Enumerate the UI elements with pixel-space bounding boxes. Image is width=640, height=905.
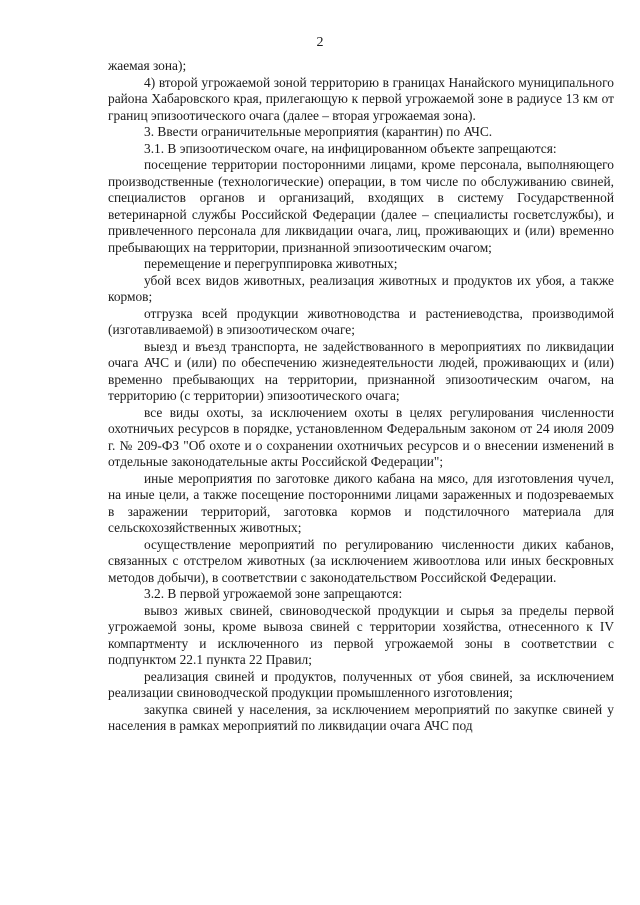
paragraph: убой всех видов животных, реализация животных и продуктов их убоя, а также кормов; [108, 272, 614, 304]
paragraph: все виды охоты, за исключением охоты в целях регулирования численности охотничьих ресурсов в порядке, установленном Федеральным законом от 24 июля 2009 г. № 209-ФЗ "Об охоте и о сохранении охотничьих ресурсов и о внесении изменений в отдельные законодательные акты Российской Федерации"; [108, 404, 614, 469]
page-number: 2 [316, 35, 324, 50]
paragraph: отгрузка всей продукции животноводства и растениеводства, производимой (изготавливаемой) в эпизоотическом очаге; [108, 305, 614, 337]
paragraph: 3.2. В первой угрожаемой зоне запрещаются: [144, 586, 403, 601]
paragraph: жаемая зона); [108, 58, 187, 73]
paragraph: перемещение и перегруппировка животных; [144, 256, 398, 271]
paragraph: 3.1. В эпизоотическом очаге, на инфицированном объекте запрещаются: [144, 140, 557, 156]
paragraph: иные мероприятия по заготовке дикого кабана на мясо, для изготовления чучел, на иные цели, а также посещение посторонними лицами зараженных и подозреваемых в заражении территорий, заготовка кормов и подстилочного материала для сельскохозяйственных животных; [108, 470, 614, 535]
paragraph: выезд и въезд транспорта, не задействованного в мероприятиях по ликвидации очага АЧС и (или) по обеспечению жизнедеятельности людей, проживающих и (или) временно пребывающих на территории, признанной эпизоотическим очагом, на территорию (с территории) эпизоотического очага; [108, 338, 614, 403]
paragraph: вывоз живых свиней, свиноводческой продукции и сырья за пределы первой угрожаемой зоны, кроме вывоза свиней с территории хозяйства, отнесенного к IV компартменту и исключенного из первой угрожаемой зоны в соответствии с подпунктом 22.1 пункта 22 Правил; [108, 602, 614, 667]
paragraph: 4) второй угрожаемой зоной территорию в границах Нанайского муниципального района Хабаровского края, прилегающую к первой угрожаемой зоне в радиусе 13 км от границ эпизоотического очага (далее – вторая угрожаемая зона). [108, 74, 614, 123]
paragraph: реализация свиней и продуктов, полученных от убоя свиней, за исключением реализации свиноводческой продукции промышленного изготовления; [108, 668, 614, 700]
document-body [108, 58, 614, 735]
paragraph: закупка свиней у населения, за исключением мероприятий по закупке свиней у населения в рамках мероприятий по ликвидации очага АЧС под [108, 701, 614, 733]
paragraph: 3. Ввести ограничительные мероприятия (карантин) по АЧС. [144, 124, 493, 139]
paragraph: осуществление мероприятий по регулированию численности диких кабанов, связанных с отстрелом животных (за исключением живоотлова или иных бескровных методов добычи), в соответствии с законодательством Российской Федерации. [108, 536, 614, 585]
paragraph: посещение территории посторонними лицами, кроме персонала, выполняющего производственные (технологические) операции, в том числе по обслуживанию свиней, специалистов органов и организаций, входящих в систему Государственной ветеринарной службы Российской Федерации (далее – специалисты госветслужбы), и привлеченного персонала для ликвидации очага, лиц, проживающих и (или) временно пребывающих на территории, признанной эпизоотическим очагом; [108, 157, 614, 255]
